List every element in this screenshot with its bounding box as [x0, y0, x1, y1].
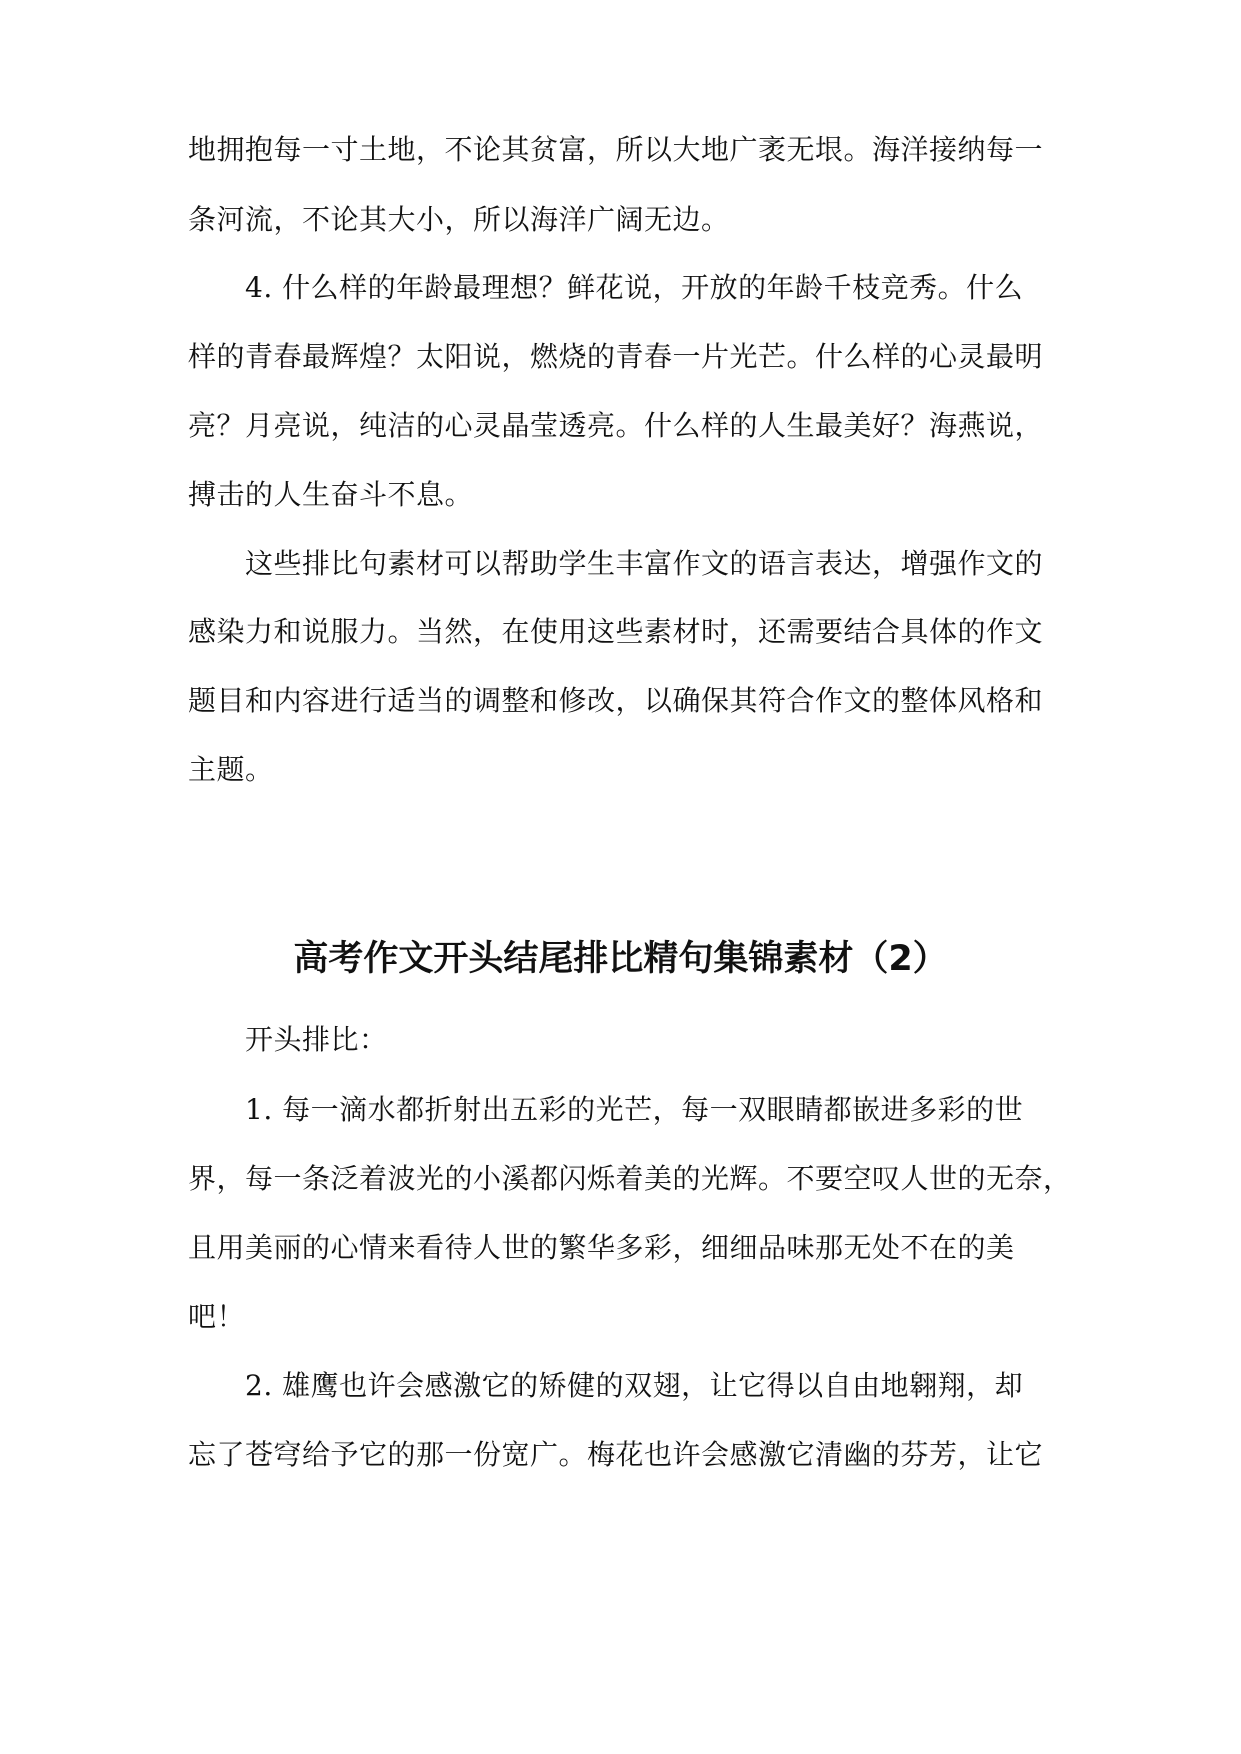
paragraph-line: 忘了苍穹给予它的那一份宽广。梅花也许会感激它清幽的芬芳，让它	[188, 1438, 1044, 1471]
paragraph-line: 开头排比：	[245, 1023, 388, 1056]
paragraph-line: 2. 雄鹰也许会感激它的矫健的双翅，让它得以自由地翱翔，却	[245, 1369, 1024, 1402]
paragraph-line: 界，每一条泛着波光的小溪都闪烁着美的光辉。不要空叹人世的无奈，	[188, 1162, 1072, 1195]
paragraph-line: 题目和内容进行适当的调整和修改，以确保其符合作文的整体风格和	[188, 684, 1044, 717]
paragraph-line: 样的青春最辉煌？太阳说，燃烧的青春一片光芒。什么样的心灵最明	[188, 340, 1044, 373]
paragraph-line: 1. 每一滴水都折射出五彩的光芒，每一双眼睛都嵌进多彩的世	[245, 1093, 1024, 1126]
paragraph-line: 条河流，不论其大小，所以海洋广阔无边。	[188, 203, 730, 236]
paragraph-line: 搏击的人生奋斗不息。	[188, 478, 474, 511]
paragraph-line: 4. 什么样的年龄最理想？鲜花说，开放的年龄千枝竞秀。什么	[245, 271, 1024, 304]
paragraph-line: 吧！	[188, 1300, 246, 1333]
paragraph-line: 感染力和说服力。当然，在使用这些素材时，还需要结合具体的作文	[188, 615, 1044, 648]
paragraph-line: 这些排比句素材可以帮助学生丰富作文的语言表达，增强作文的	[245, 547, 1044, 580]
paragraph-line: 地拥抱每一寸土地，不论其贫富，所以大地广袤无垠。海洋接纳每一	[188, 133, 1044, 166]
paragraph-line: 主题。	[188, 753, 274, 786]
paragraph-line: 亮？月亮说，纯洁的心灵晶莹透亮。什么样的人生最美好？海燕说，	[188, 409, 1044, 442]
paragraph-line: 且用美丽的心情来看待人世的繁华多彩，细细品味那无处不在的美	[188, 1231, 1015, 1264]
section-heading: 高考作文开头结尾排比精句集锦素材（2）	[293, 939, 948, 979]
